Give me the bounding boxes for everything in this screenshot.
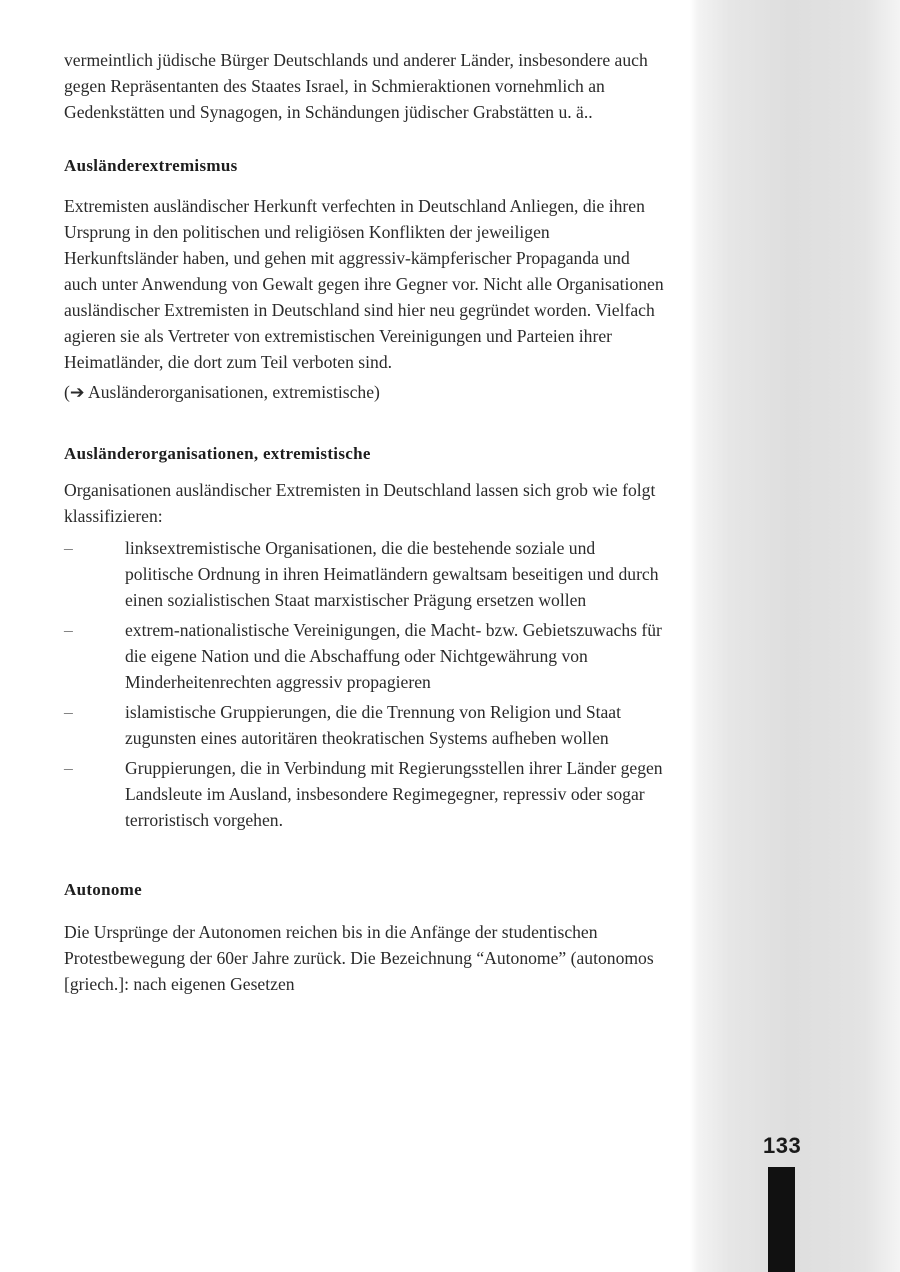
list-item-text: linksextremistische Organisationen, die die bestehende soziale und politische Ordnung in ihren Heimatländern gewaltsam beseitigen und durch einen sozialistischen Staat marxistischer Prägung ersetzen wollen bbox=[125, 538, 659, 610]
list-item-text: islamistische Gruppierungen, die die Trennung von Religion und Staat zugunsten eines autoritären theokratischen Systems aufheben wollen bbox=[125, 702, 621, 748]
dash-bullet: – bbox=[64, 620, 73, 640]
list-item bbox=[64, 755, 664, 833]
dash-bullet: – bbox=[64, 538, 73, 558]
dash-bullet: – bbox=[64, 702, 73, 722]
paragraph-auslaenderorganisationen: Organisationen ausländischer Extremisten in Deutschland lassen sich grob wie folgt klassifizieren: bbox=[64, 480, 656, 526]
dash-bullet: – bbox=[64, 758, 73, 778]
page-edge bbox=[865, 0, 900, 1272]
classification-list-wrapper bbox=[64, 535, 664, 833]
cross-reference: (➔ Ausländerorganisationen, extremistische) bbox=[64, 382, 380, 402]
page-content bbox=[64, 47, 664, 997]
list-item-text: Gruppierungen, die in Verbindung mit Regierungsstellen ihrer Länder gegen Landsleute im Ausland, insbesondere Regimegegner, repressiv oder sogar terroristisch vorgehen. bbox=[125, 758, 663, 830]
classification-list bbox=[64, 535, 664, 833]
list-item-text: extrem-nationalistische Vereinigungen, die Macht- bzw. Gebietszuwachs für die eigene Nation und die Abschaffung oder Nichtgewährung von Minderheitenrechten aggressiv propagieren bbox=[125, 620, 662, 692]
intro-paragraph: vermeintlich jüdische Bürger Deutschlands und anderer Länder, insbesondere auch gegen Repräsentanten des Staates Israel, in Schmieraktionen vornehmlich an Gedenkstätten und Synagogen, in Schändungen jüdischer Grabstätten u. ä.. bbox=[64, 50, 648, 122]
heading-auslaenderextremismus: Ausländerextremismus bbox=[64, 156, 238, 175]
list-item bbox=[64, 617, 664, 695]
list-item bbox=[64, 535, 664, 613]
heading-auslaenderorganisationen: Ausländerorganisationen, extremistische bbox=[64, 444, 371, 463]
paragraph-auslaenderextremismus: Extremisten ausländischer Herkunft verfechten in Deutschland Anliegen, die ihren Ursprung in den politischen und religiösen Konflikten der jeweiligen Herkunftsländer haben, und gehen mit aggressiv-kämpferischer Propaganda und auch unter Anwendung von Gewalt gegen ihre Gegner vor. Nicht alle Organisationen ausländischer Extremisten in Deutschland sind hier neu gegründet worden. Vielfach agieren sie als Vertreter von extremistischen Vereinigungen und Parteien ihrer Heimatländer, die dort zum Teil verboten sind. bbox=[64, 196, 664, 372]
paragraph-autonome: Die Ursprünge der Autonomen reichen bis in die Anfänge der studentischen Protestbewegung der 60er Jahre zurück. Die Bezeichnung “Autonome” (autonomos [griech.]: nach eigenen Gesetzen bbox=[64, 922, 654, 994]
page-thumb-index-bar bbox=[768, 1167, 795, 1272]
heading-autonome: Autonome bbox=[64, 880, 142, 899]
page-number: 133 bbox=[763, 1133, 802, 1158]
list-item bbox=[64, 699, 664, 751]
